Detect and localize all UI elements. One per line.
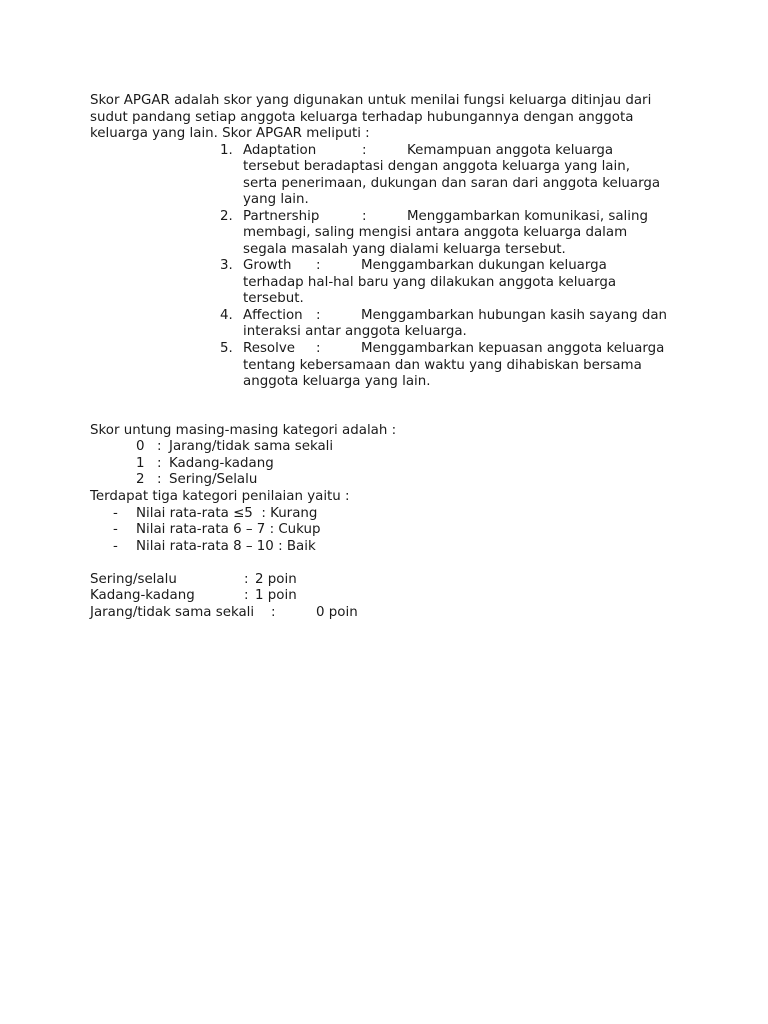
category-item: Nilai rata-rata 8 – 10 : Baik xyxy=(136,539,316,554)
score-number: 1 xyxy=(136,456,145,471)
apgar-colon: : xyxy=(362,143,367,158)
list-number: 1. xyxy=(220,143,233,158)
category-item: Nilai rata-rata ≤5 : Kurang xyxy=(136,506,318,521)
apgar-desc-cont: serta penerimaan, dukungan dan saran dari anggota keluarga xyxy=(243,176,661,191)
points-separator: : xyxy=(244,588,249,603)
points-label: Kadang-kadang xyxy=(90,588,195,603)
intro-line: sudut pandang setiap anggota keluarga terhadap hubungannya dengan anggota xyxy=(90,110,634,125)
apgar-term: Partnership xyxy=(243,209,320,224)
apgar-colon: : xyxy=(316,308,321,323)
score-number: 2 xyxy=(136,472,145,487)
score-label: Kadang-kadang xyxy=(169,456,274,471)
score-label: Jarang/tidak sama sekali xyxy=(169,439,334,454)
apgar-desc: Menggambarkan dukungan keluarga xyxy=(361,258,607,273)
points-separator: : xyxy=(271,605,276,620)
points-separator: : xyxy=(244,572,249,587)
category-item: Nilai rata-rata 6 – 7 : Cukup xyxy=(136,522,321,537)
list-number: 4. xyxy=(220,308,233,323)
apgar-desc-cont: segala masalah yang dialami keluarga tersebut. xyxy=(243,242,566,257)
score-heading: Skor untung masing-masing kategori adalah : xyxy=(90,423,397,438)
score-label: Sering/Selalu xyxy=(169,472,258,487)
apgar-desc: Menggambarkan kepuasan anggota keluarga xyxy=(361,341,665,356)
bullet-dash: - xyxy=(113,522,118,537)
intro-line: keluarga yang lain. Skor APGAR meliputi : xyxy=(90,126,370,141)
apgar-term: Affection xyxy=(243,308,303,323)
points-label: Jarang/tidak sama sekali xyxy=(90,605,255,620)
list-number: 5. xyxy=(220,341,233,356)
apgar-desc-cont: tentang kebersamaan dan waktu yang dihabiskan bersama xyxy=(243,358,642,373)
apgar-term: Resolve xyxy=(243,341,295,356)
points-value: 0 poin xyxy=(316,605,358,620)
apgar-desc: Menggambarkan hubungan kasih sayang dan xyxy=(361,308,668,323)
apgar-colon: : xyxy=(316,258,321,273)
bullet-dash: - xyxy=(113,506,118,521)
apgar-desc-cont: membagi, saling mengisi antara anggota keluarga dalam xyxy=(243,225,628,240)
points-value: 2 poin xyxy=(255,572,297,587)
list-number: 2. xyxy=(220,209,233,224)
apgar-desc-cont: tersebut. xyxy=(243,291,304,306)
apgar-desc-cont: interaksi antar anggota keluarga. xyxy=(243,324,467,339)
apgar-desc-cont: anggota keluarga yang lain. xyxy=(243,374,431,389)
score-separator: : xyxy=(157,456,162,471)
points-value: 1 poin xyxy=(255,588,297,603)
apgar-desc: Menggambarkan komunikasi, saling xyxy=(407,209,648,224)
score-separator: : xyxy=(157,439,162,454)
apgar-colon: : xyxy=(362,209,367,224)
apgar-colon: : xyxy=(316,341,321,356)
bullet-dash: - xyxy=(113,539,118,554)
apgar-desc: Kemampuan anggota keluarga xyxy=(407,143,614,158)
list-number: 3. xyxy=(220,258,233,273)
score-separator: : xyxy=(157,472,162,487)
points-label: Sering/selalu xyxy=(90,572,177,587)
apgar-desc-cont: terhadap hal-hal baru yang dilakukan anggota keluarga xyxy=(243,275,617,290)
score-number: 0 xyxy=(136,439,145,454)
apgar-term: Adaptation xyxy=(243,143,317,158)
intro-line: Skor APGAR adalah skor yang digunakan untuk menilai fungsi keluarga ditinjau dari xyxy=(90,93,652,108)
apgar-desc-cont: yang lain. xyxy=(243,192,309,207)
apgar-term: Growth xyxy=(243,258,292,273)
apgar-desc-cont: tersebut beradaptasi dengan anggota keluarga yang lain, xyxy=(243,159,630,174)
category-heading: Terdapat tiga kategori penilaian yaitu : xyxy=(90,489,350,504)
